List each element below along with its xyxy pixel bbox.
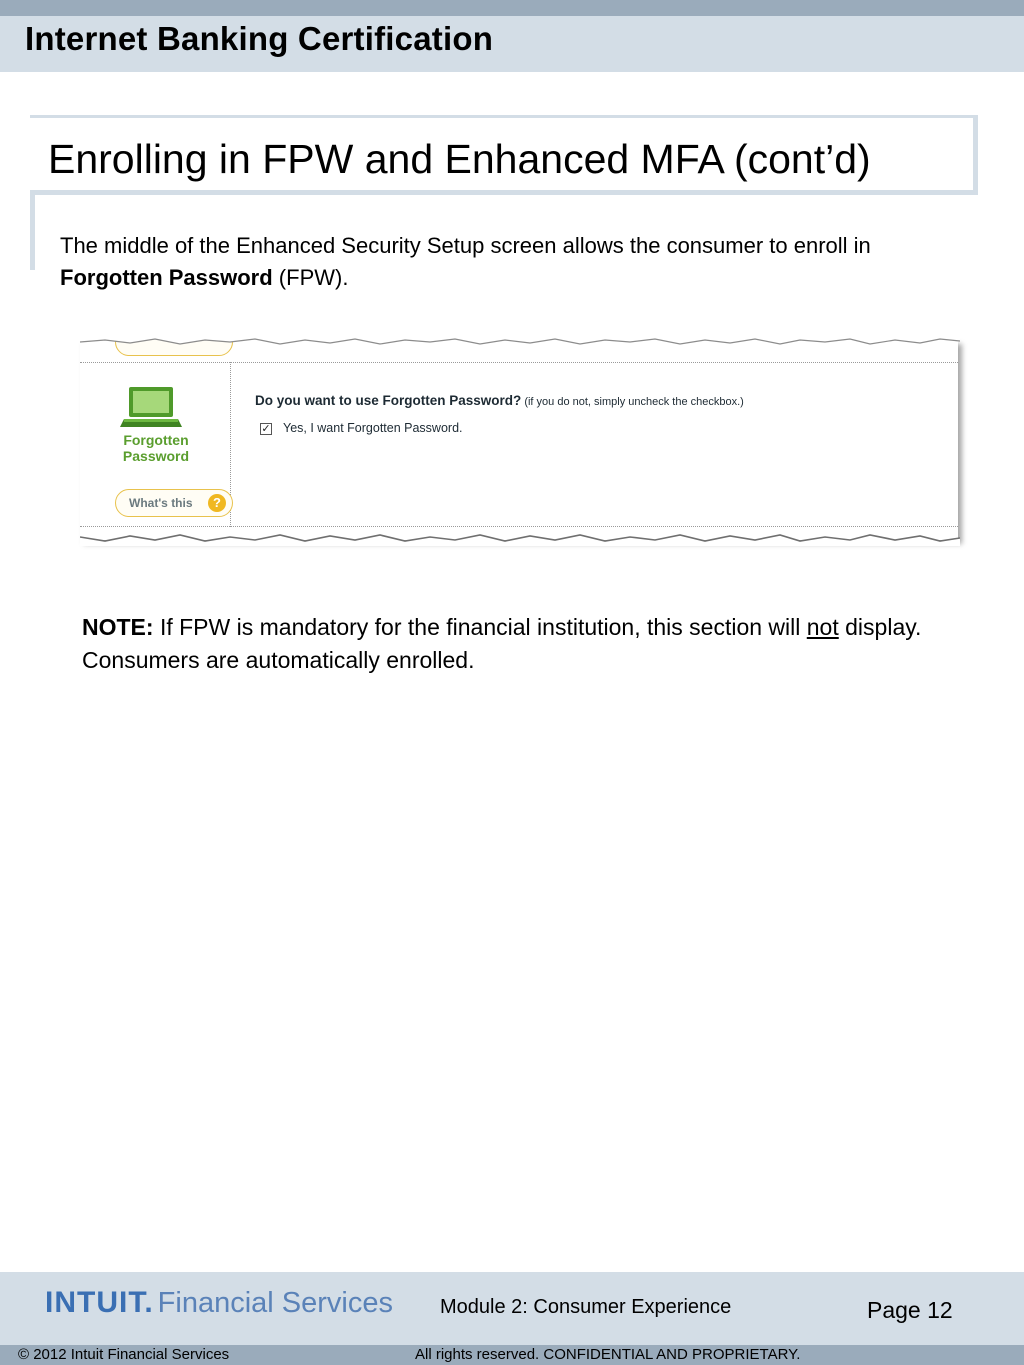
torn-edge-top [80, 334, 960, 348]
laptop-icon [120, 385, 182, 429]
header-title: Internet Banking Certification [25, 20, 494, 57]
intro-bold-term: Forgotten Password [60, 265, 273, 290]
note-text: If FPW is mandatory for the financial institution, this section will [153, 614, 807, 640]
slide-title: Enrolling in FPW and Enhanced MFA (cont’d) [48, 136, 871, 182]
fpw-checkbox-label: Yes, I want Forgotten Password. [283, 421, 463, 435]
whats-this-button[interactable] [115, 489, 233, 517]
whats-this-label: What's this [129, 496, 193, 510]
fpw-question [255, 393, 744, 408]
rights-notice: All rights reserved. CONFIDENTIAL AND PROPRIETARY. [415, 1346, 801, 1363]
torn-edge-bottom [80, 532, 960, 546]
fpw-question-hint: (if you do not, simply uncheck the checkbox.) [521, 396, 744, 408]
note-text-end: display. Consumers are automatically enrolled. [82, 614, 922, 673]
intro-paragraph [60, 230, 960, 294]
intro-text: The middle of the Enhanced Security Setup screen allows the consumer to enroll in [60, 233, 871, 258]
logo-intuit-text: INTUIT. [45, 1286, 154, 1319]
module-label: Module 2: Consumer Experience [440, 1296, 732, 1318]
intuit-logo [45, 1286, 393, 1320]
forgotten-password-label: Forgotten Password [122, 432, 190, 464]
copyright: © 2012 Intuit Financial Services [18, 1346, 230, 1363]
screenshot-body [80, 340, 958, 540]
title-frame-accent [30, 195, 35, 270]
note-paragraph [82, 611, 962, 677]
note-label: NOTE: [82, 614, 154, 640]
logo-financial-text: Financial Services [157, 1287, 393, 1319]
fpw-question-bold: Do you want to use Forgotten Password? [255, 393, 522, 408]
page-number: Page 12 [867, 1297, 953, 1323]
header-strip [0, 0, 1024, 16]
screenshot-excerpt [80, 340, 960, 545]
fpw-checkbox[interactable]: ✓ [261, 423, 271, 435]
note-underlined: not [806, 614, 839, 640]
help-icon: ? [208, 494, 226, 512]
intro-text-end: (FPW). [272, 265, 349, 290]
row-divider-top [80, 362, 958, 363]
row-divider-bottom [80, 526, 958, 527]
